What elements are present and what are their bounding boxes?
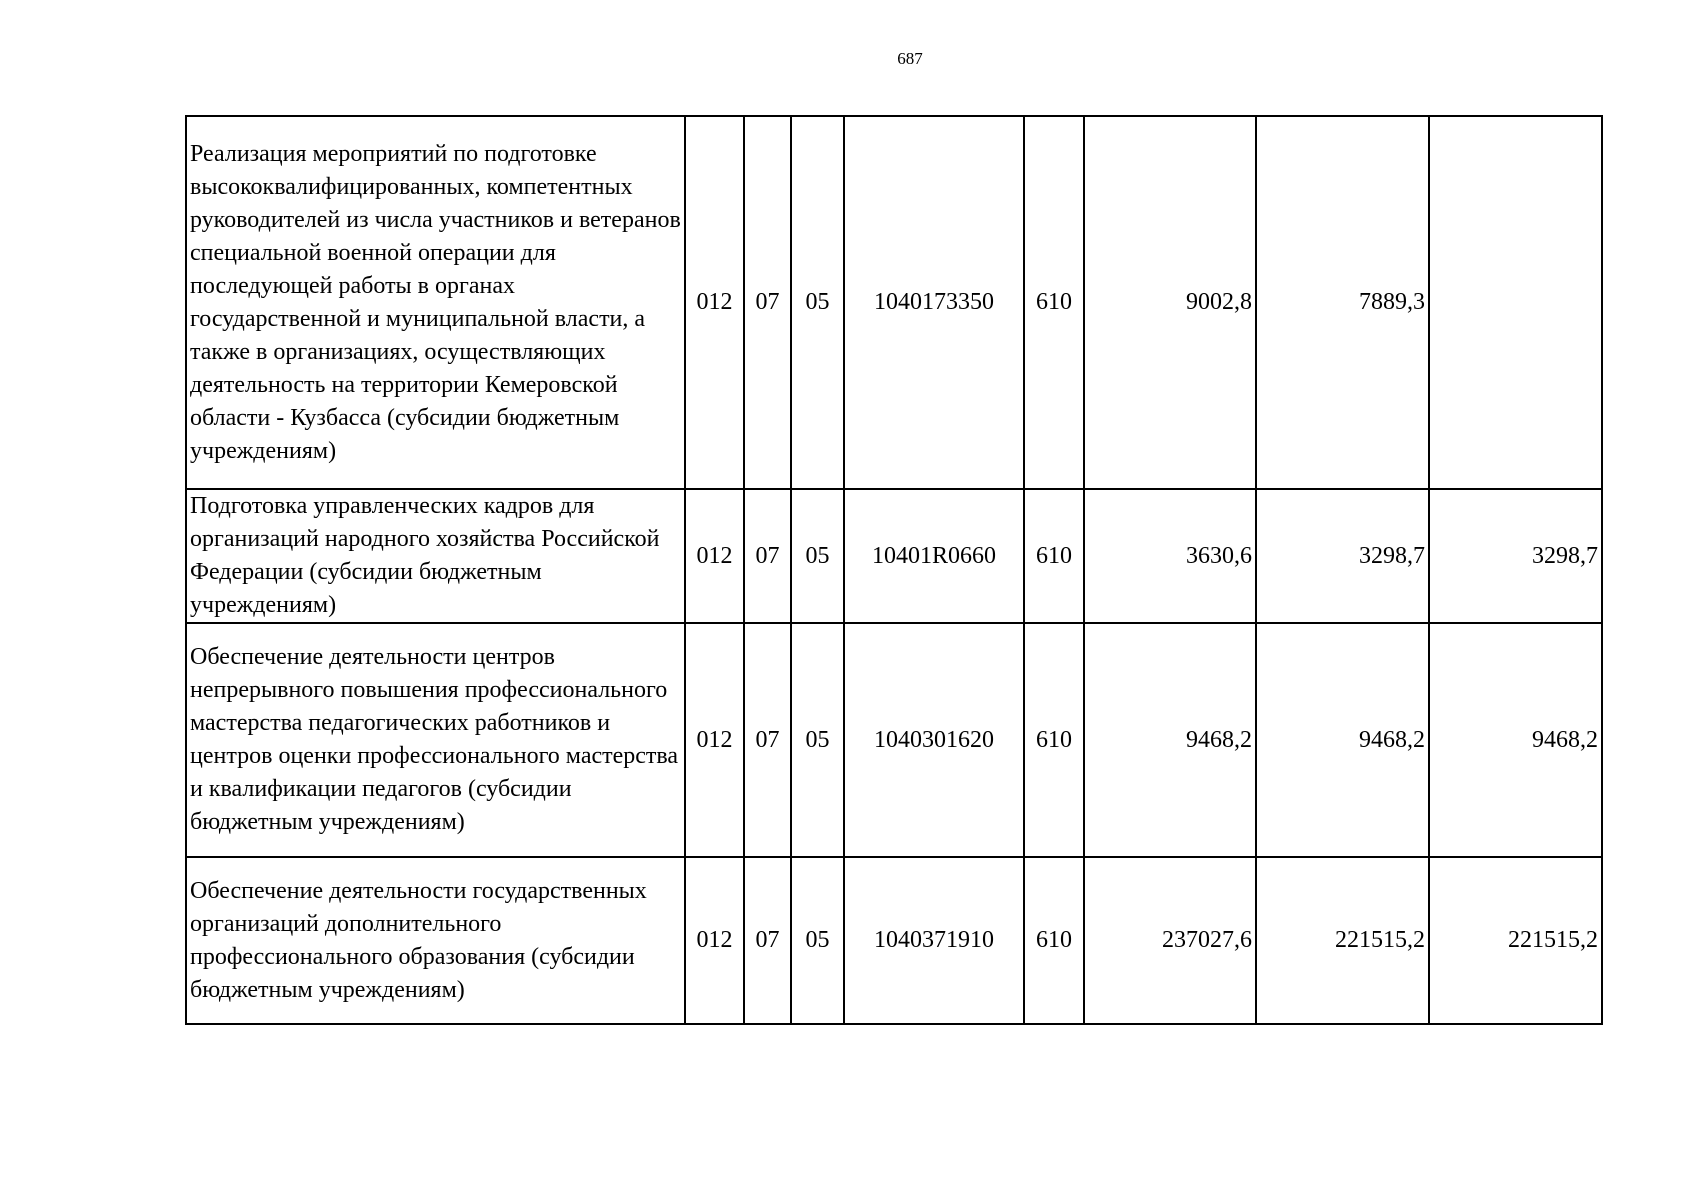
target-article-code: 1040371910 (844, 857, 1024, 1024)
target-article-code: 10401R0660 (844, 489, 1024, 623)
section-code: 07 (744, 116, 791, 489)
table-row (186, 857, 1602, 1024)
table-row (186, 623, 1602, 857)
subsection-code: 05 (791, 489, 844, 623)
expense-type-code: 610 (1024, 857, 1084, 1024)
subsection-code: 05 (791, 623, 844, 857)
subsection-code: 05 (791, 116, 844, 489)
section-code: 07 (744, 623, 791, 857)
ministry-code: 012 (685, 116, 744, 489)
table-row (186, 116, 1602, 489)
amount-year-2: 221515,2 (1256, 857, 1429, 1024)
page-number: 687 (897, 49, 923, 68)
amount-year-2: 3298,7 (1256, 489, 1429, 623)
amount-year-2: 9468,2 (1256, 623, 1429, 857)
amount-year-1: 9002,8 (1084, 116, 1256, 489)
subsection-code: 05 (791, 857, 844, 1024)
budget-table (185, 115, 1603, 1025)
ministry-code: 012 (685, 489, 744, 623)
amount-year-3: 221515,2 (1429, 857, 1602, 1024)
row-description: Обеспечение деятельности центров непрерывного повышения профессионального мастерства педагогических работников и центров оценки профессионального мастерства и квалификации педагогов (субсидии бюджетным учреждениям) (186, 623, 685, 857)
amount-year-1: 9468,2 (1084, 623, 1256, 857)
expense-type-code: 610 (1024, 623, 1084, 857)
target-article-code: 1040301620 (844, 623, 1024, 857)
amount-year-2: 7889,3 (1256, 116, 1429, 489)
amount-year-3 (1429, 116, 1602, 489)
row-description: Обеспечение деятельности государственных организаций дополнительного профессионального образования (субсидии бюджетным учреждениям) (186, 857, 685, 1024)
expense-type-code: 610 (1024, 489, 1084, 623)
amount-year-3: 3298,7 (1429, 489, 1602, 623)
expense-type-code: 610 (1024, 116, 1084, 489)
amount-year-1: 3630,6 (1084, 489, 1256, 623)
amount-year-3: 9468,2 (1429, 623, 1602, 857)
ministry-code: 012 (685, 857, 744, 1024)
target-article-code: 1040173350 (844, 116, 1024, 489)
amount-year-1: 237027,6 (1084, 857, 1256, 1024)
row-description: Подготовка управленческих кадров для организаций народного хозяйства Российской Федерации (субсидии бюджетным учреждениям) (186, 489, 685, 623)
row-description: Реализация мероприятий по подготовке высококвалифицированных, компетентных руководителей из числа участников и ветеранов специальной военной операции для последующей работы в органах государственной и муниципальной власти, а также в организациях, осуществляющих деятельность на территории Кемеровской области - Кузбасса (субсидии бюджетным учреждениям) (186, 116, 685, 489)
table-row (186, 489, 1602, 623)
section-code: 07 (744, 489, 791, 623)
section-code: 07 (744, 857, 791, 1024)
ministry-code: 012 (685, 623, 744, 857)
